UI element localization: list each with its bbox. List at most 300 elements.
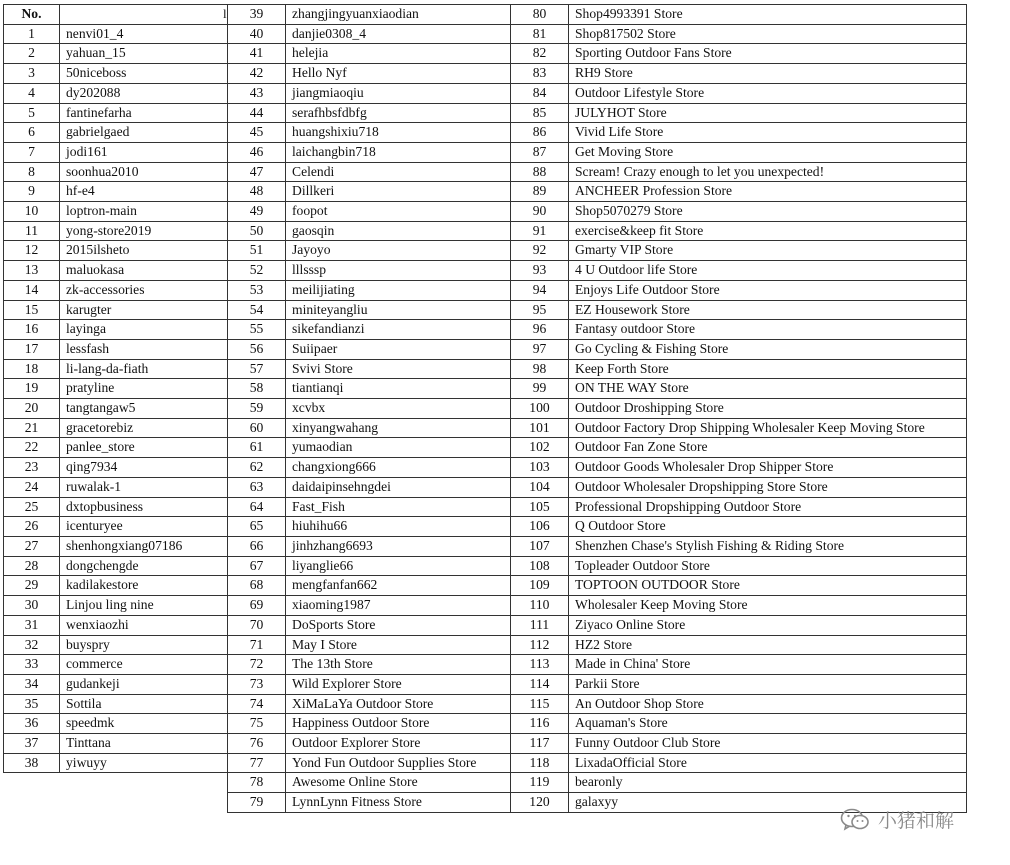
store-name: dongchengde (60, 556, 228, 576)
store-name: karugter (60, 300, 228, 320)
table-row (228, 674, 511, 694)
row-number: 100 (511, 399, 569, 419)
table-row (228, 64, 511, 84)
table-row (4, 477, 228, 497)
row-number: 50 (228, 221, 286, 241)
store-name: jiangmiaoqiu (286, 83, 511, 103)
table-row (228, 635, 511, 655)
store-name: kadilakestore (60, 576, 228, 596)
store-name: RH9 Store (569, 64, 967, 84)
row-number: 3 (4, 64, 60, 84)
table-row (511, 300, 967, 320)
store-name: gaosqin (286, 221, 511, 241)
table-row (4, 615, 228, 635)
row-number: 60 (228, 418, 286, 438)
table-row (511, 753, 967, 773)
row-number: 64 (228, 497, 286, 517)
table-row (228, 753, 511, 773)
store-name: ANCHEER Profession Store (569, 182, 967, 202)
store-name: Fast_Fish (286, 497, 511, 517)
row-number: 24 (4, 477, 60, 497)
row-number: 103 (511, 458, 569, 478)
row-number: 23 (4, 458, 60, 478)
store-name: bearonly (569, 773, 967, 793)
store-name: Professional Dropshipping Outdoor Store (569, 497, 967, 517)
store-name: Happiness Outdoor Store (286, 714, 511, 734)
row-number: 75 (228, 714, 286, 734)
store-name: hiuhihu66 (286, 517, 511, 537)
row-number: 118 (511, 753, 569, 773)
store-name: Made in China' Store (569, 655, 967, 675)
store-name: foopot (286, 202, 511, 222)
watermark (840, 806, 954, 833)
table-row (228, 123, 511, 143)
store-name: fantinefarha (60, 103, 228, 123)
store-name: Yond Fun Outdoor Supplies Store (286, 753, 511, 773)
store-name: LynnLynn Fitness Store (286, 793, 511, 813)
row-number: 87 (511, 142, 569, 162)
row-number: 44 (228, 103, 286, 123)
store-name: daidaipinsehngdei (286, 477, 511, 497)
store-name: yumaodian (286, 438, 511, 458)
row-number: 61 (228, 438, 286, 458)
store-name: XiMaLaYa Outdoor Store (286, 694, 511, 714)
store-name: 2015ilsheto (60, 241, 228, 261)
table-row (511, 320, 967, 340)
table-row (228, 734, 511, 754)
table-row (228, 615, 511, 635)
table-row (4, 635, 228, 655)
table-row (228, 477, 511, 497)
store-name: layinga (60, 320, 228, 340)
row-number: 107 (511, 536, 569, 556)
row-number: 58 (228, 379, 286, 399)
row-number: 16 (4, 320, 60, 340)
row-number: 38 (4, 753, 60, 773)
store-name: yiwuyy (60, 753, 228, 773)
store-name: TOPTOON OUTDOOR Store (569, 576, 967, 596)
store-name: shenhongxiang07186 (60, 536, 228, 556)
row-number: 74 (228, 694, 286, 714)
store-name: May I Store (286, 635, 511, 655)
row-number: 25 (4, 497, 60, 517)
table-row (228, 556, 511, 576)
row-number: 105 (511, 497, 569, 517)
row-number: 68 (228, 576, 286, 596)
row-number: 115 (511, 694, 569, 714)
table-row (511, 458, 967, 478)
table-row (4, 182, 228, 202)
stray-mark: l (223, 6, 227, 21)
store-name: wenxiaozhi (60, 615, 228, 635)
table-row (228, 5, 511, 25)
table-row (511, 734, 967, 754)
store-name: Outdoor Lifestyle Store (569, 83, 967, 103)
store-name: panlee_store (60, 438, 228, 458)
store-name: icenturyee (60, 517, 228, 537)
store-name: helejia (286, 44, 511, 64)
row-number: 11 (4, 221, 60, 241)
table-row (511, 162, 967, 182)
table-row (4, 753, 228, 773)
table-row (4, 556, 228, 576)
table-row (228, 359, 511, 379)
store-name: sikefandianzi (286, 320, 511, 340)
table-row (228, 24, 511, 44)
store-name: LixadaOfficial Store (569, 753, 967, 773)
store-name: Outdoor Factory Drop Shipping Wholesaler Keep Moving Store (569, 418, 967, 438)
row-number: 46 (228, 142, 286, 162)
table-row (511, 379, 967, 399)
table-row (511, 477, 967, 497)
table-row (4, 576, 228, 596)
store-name: ON THE WAY Store (569, 379, 967, 399)
store-name: 50niceboss (60, 64, 228, 84)
row-number: 13 (4, 261, 60, 281)
row-number: 37 (4, 734, 60, 754)
table-row (228, 497, 511, 517)
row-number: 43 (228, 83, 286, 103)
row-number: 99 (511, 379, 569, 399)
table-row (4, 241, 228, 261)
table-row (4, 103, 228, 123)
table-row (228, 241, 511, 261)
row-number: 36 (4, 714, 60, 734)
table-row (4, 142, 228, 162)
store-name: Outdoor Wholesaler Dropshipping Store Store (569, 477, 967, 497)
table-row (4, 280, 228, 300)
row-number: 98 (511, 359, 569, 379)
table-row (4, 64, 228, 84)
row-number: 101 (511, 418, 569, 438)
store-name: Suiipaer (286, 339, 511, 359)
row-number: 22 (4, 438, 60, 458)
row-number: 79 (228, 793, 286, 813)
row-number: 52 (228, 261, 286, 281)
store-name: Scream! Crazy enough to let you unexpected! (569, 162, 967, 182)
wechat-icon (840, 807, 870, 833)
store-name: Outdoor Explorer Store (286, 734, 511, 754)
store-name: Parkii Store (569, 674, 967, 694)
table-row (228, 182, 511, 202)
row-number: 91 (511, 221, 569, 241)
table-row (4, 674, 228, 694)
row-number: 116 (511, 714, 569, 734)
store-name: lllsssp (286, 261, 511, 281)
row-number: 49 (228, 202, 286, 222)
row-number: 42 (228, 64, 286, 84)
row-number: 33 (4, 655, 60, 675)
store-name: dxtopbusiness (60, 497, 228, 517)
store-name: Awesome Online Store (286, 773, 511, 793)
table-row (4, 83, 228, 103)
row-number: 81 (511, 24, 569, 44)
table-row (511, 202, 967, 222)
table-row (511, 517, 967, 537)
row-number: 102 (511, 438, 569, 458)
table-row (4, 320, 228, 340)
store-name: miniteyangliu (286, 300, 511, 320)
table-row (228, 714, 511, 734)
table-row (511, 24, 967, 44)
row-number: 31 (4, 615, 60, 635)
table-row (228, 536, 511, 556)
row-number: 28 (4, 556, 60, 576)
table-row (228, 576, 511, 596)
store-name: Wild Explorer Store (286, 674, 511, 694)
row-number: 92 (511, 241, 569, 261)
table-row (4, 202, 228, 222)
row-number: 110 (511, 596, 569, 616)
table-row (511, 438, 967, 458)
row-number: 111 (511, 615, 569, 635)
store-name: Outdoor Goods Wholesaler Drop Shipper Store (569, 458, 967, 478)
row-number: 55 (228, 320, 286, 340)
table-row (4, 24, 228, 44)
row-number: 82 (511, 44, 569, 64)
row-number: 73 (228, 674, 286, 694)
store-name: Dillkeri (286, 182, 511, 202)
store-name: yong-store2019 (60, 221, 228, 241)
row-number: 84 (511, 83, 569, 103)
table-row (228, 379, 511, 399)
table-row (228, 793, 511, 813)
row-number: 54 (228, 300, 286, 320)
row-number: 15 (4, 300, 60, 320)
table-row (511, 399, 967, 419)
store-name: zk-accessories (60, 280, 228, 300)
table-row (228, 655, 511, 675)
row-number: 45 (228, 123, 286, 143)
store-name: pratyline (60, 379, 228, 399)
table-row (228, 261, 511, 281)
store-name: gudankeji (60, 674, 228, 694)
table-row (511, 123, 967, 143)
store-name: Jayoyo (286, 241, 511, 261)
table-row (228, 694, 511, 714)
table-row (511, 655, 967, 675)
store-name: An Outdoor Shop Store (569, 694, 967, 714)
row-number: 97 (511, 339, 569, 359)
store-name: Tinttana (60, 734, 228, 754)
store-name: yahuan_15 (60, 44, 228, 64)
row-number: 95 (511, 300, 569, 320)
row-number: 21 (4, 418, 60, 438)
table-row (4, 221, 228, 241)
row-number: 59 (228, 399, 286, 419)
row-number: 2 (4, 44, 60, 64)
store-name: Ziyaco Online Store (569, 615, 967, 635)
table-row (228, 320, 511, 340)
table-row (511, 280, 967, 300)
store-name: Shop5070279 Store (569, 202, 967, 222)
store-name: Vivid Life Store (569, 123, 967, 143)
row-number: 76 (228, 734, 286, 754)
store-name: gabrielgaed (60, 123, 228, 143)
table-row (4, 458, 228, 478)
table-row (511, 596, 967, 616)
table-row (511, 615, 967, 635)
watermark-text: 小猪和解 (878, 810, 955, 832)
row-number: 119 (511, 773, 569, 793)
store-name: zhangjingyuanxiaodian (286, 5, 511, 25)
row-number: 53 (228, 280, 286, 300)
store-name: jinhzhang6693 (286, 536, 511, 556)
row-number: 112 (511, 635, 569, 655)
store-name: exercise&keep fit Store (569, 221, 967, 241)
table-row (228, 458, 511, 478)
store-name: Sporting Outdoor Fans Store (569, 44, 967, 64)
store-table-column-1 (3, 4, 228, 773)
store-name: DoSports Store (286, 615, 511, 635)
store-name: danjie0308_4 (286, 24, 511, 44)
table-header-row (4, 5, 228, 25)
table-row (4, 379, 228, 399)
row-number: 14 (4, 280, 60, 300)
table-row (511, 182, 967, 202)
row-number: 104 (511, 477, 569, 497)
table-row (4, 123, 228, 143)
table-row (511, 339, 967, 359)
row-number: 27 (4, 536, 60, 556)
table-row (511, 5, 967, 25)
table-row (4, 694, 228, 714)
store-name: Keep Forth Store (569, 359, 967, 379)
row-number: 90 (511, 202, 569, 222)
table-row (4, 359, 228, 379)
row-number: 17 (4, 339, 60, 359)
row-number: 32 (4, 635, 60, 655)
store-name: Sottila (60, 694, 228, 714)
table-row (511, 635, 967, 655)
row-number: 29 (4, 576, 60, 596)
table-row (511, 142, 967, 162)
store-name: Outdoor Droshipping Store (569, 399, 967, 419)
table-row (4, 734, 228, 754)
row-number: 40 (228, 24, 286, 44)
store-name: galaxyy (569, 793, 967, 813)
store-name: maluokasa (60, 261, 228, 281)
store-name: The 13th Store (286, 655, 511, 675)
row-number: 65 (228, 517, 286, 537)
row-number: 70 (228, 615, 286, 635)
row-number: 12 (4, 241, 60, 261)
table-row (228, 399, 511, 419)
row-number: 96 (511, 320, 569, 340)
row-number: 106 (511, 517, 569, 537)
table-row (228, 773, 511, 793)
row-number: 57 (228, 359, 286, 379)
table-row (228, 517, 511, 537)
store-name: li-lang-da-fiath (60, 359, 228, 379)
table-row (228, 418, 511, 438)
row-number: 6 (4, 123, 60, 143)
table-row (511, 221, 967, 241)
row-number: 10 (4, 202, 60, 222)
row-number: 62 (228, 458, 286, 478)
store-name: loptron-main (60, 202, 228, 222)
row-number: 19 (4, 379, 60, 399)
store-name: meilijiating (286, 280, 511, 300)
store-name: Shenzhen Chase's Stylish Fishing & Riding Store (569, 536, 967, 556)
store-name: Linjou ling nine (60, 596, 228, 616)
row-number: 108 (511, 556, 569, 576)
row-number: 8 (4, 162, 60, 182)
table-row (228, 596, 511, 616)
store-name: speedmk (60, 714, 228, 734)
store-name: changxiong666 (286, 458, 511, 478)
row-number: 66 (228, 536, 286, 556)
store-name: tangtangaw5 (60, 399, 228, 419)
store-name: qing7934 (60, 458, 228, 478)
store-name: xcvbx (286, 399, 511, 419)
table-row (511, 241, 967, 261)
store-name: laichangbin718 (286, 142, 511, 162)
row-number: 51 (228, 241, 286, 261)
table-row (511, 714, 967, 734)
row-number: 78 (228, 773, 286, 793)
store-name: Funny Outdoor Club Store (569, 734, 967, 754)
store-name: tiantianqi (286, 379, 511, 399)
store-name: lessfash (60, 339, 228, 359)
table-row (228, 142, 511, 162)
row-number: 7 (4, 142, 60, 162)
table-row (511, 418, 967, 438)
table-row (228, 300, 511, 320)
table-row (511, 83, 967, 103)
table-row (511, 261, 967, 281)
row-number: 5 (4, 103, 60, 123)
table-row (4, 438, 228, 458)
row-number: 88 (511, 162, 569, 182)
store-name: Get Moving Store (569, 142, 967, 162)
store-name: Celendi (286, 162, 511, 182)
store-name: Fantasy outdoor Store (569, 320, 967, 340)
store-name: Shop4993391 Store (569, 5, 967, 25)
table-row (4, 399, 228, 419)
row-number: 35 (4, 694, 60, 714)
row-number: 1 (4, 24, 60, 44)
row-number: 89 (511, 182, 569, 202)
table-row (511, 536, 967, 556)
table-row (511, 773, 967, 793)
table-row (4, 596, 228, 616)
store-name: EZ Housework Store (569, 300, 967, 320)
store-name: commerce (60, 655, 228, 675)
store-name: dy202088 (60, 83, 228, 103)
table-row (228, 438, 511, 458)
header-no: No. (4, 5, 60, 25)
table-row (4, 517, 228, 537)
store-name: liyanglie66 (286, 556, 511, 576)
row-number: 41 (228, 44, 286, 64)
table-row (4, 261, 228, 281)
store-name: nenvi01_4 (60, 24, 228, 44)
table-row (511, 64, 967, 84)
row-number: 109 (511, 576, 569, 596)
store-table-column-2 (227, 4, 511, 813)
store-name: Wholesaler Keep Moving Store (569, 596, 967, 616)
table-row (511, 497, 967, 517)
store-name: buyspry (60, 635, 228, 655)
row-number: 67 (228, 556, 286, 576)
store-name: ruwalak-1 (60, 477, 228, 497)
table-row (228, 202, 511, 222)
table-row (228, 103, 511, 123)
store-name: Hello Nyf (286, 64, 511, 84)
store-name: xinyangwahang (286, 418, 511, 438)
store-name: Topleader Outdoor Store (569, 556, 967, 576)
